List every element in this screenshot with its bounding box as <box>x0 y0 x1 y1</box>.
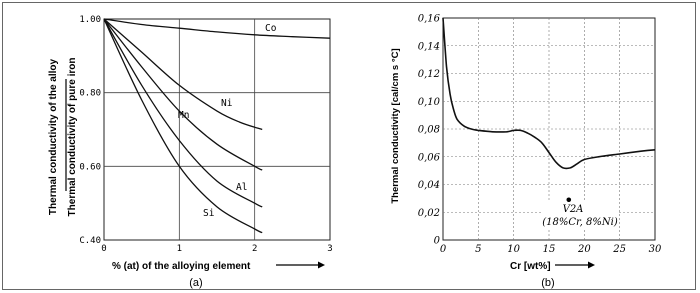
y-tick-label-a: 0.60 <box>79 162 101 173</box>
x-tick-label-a: 1 <box>176 244 183 254</box>
chart-b <box>390 14 662 290</box>
x-tick-label-b: 20 <box>577 244 591 255</box>
x-tick-label-b: 0 <box>439 244 447 255</box>
y-tick-label-a: 0.80 <box>79 88 101 99</box>
series-group-b <box>443 18 655 168</box>
x-tick-label-a: 3 <box>327 244 333 254</box>
x-tick-label-b: 30 <box>648 244 662 255</box>
panel-label-b: (b) <box>541 277 555 289</box>
x-tick-label-b: 25 <box>613 244 627 255</box>
y-tick-label-a: C.40 <box>79 236 101 246</box>
chart-a <box>48 15 333 289</box>
x-tick-label-a: 0 <box>101 244 107 254</box>
x-axis-arrow-head-b <box>588 262 595 269</box>
y-tick-label-a: 1.00 <box>79 15 101 25</box>
y-axis-title-line-2: Thermal conductivity of pure iron <box>67 57 78 217</box>
y-tick-label-b: 0 <box>433 235 440 247</box>
x-tick-label-b: 10 <box>507 244 521 255</box>
annotation-label: V2A <box>562 204 584 215</box>
series-line-mn <box>104 19 262 170</box>
series-group-a <box>104 19 330 233</box>
y-tick-label-b: 0,16 <box>417 13 440 25</box>
series-line-co <box>104 19 330 38</box>
y-tick-label-b: 0,10 <box>417 96 440 108</box>
y-tick-label-b: 0,06 <box>417 152 440 164</box>
y-tick-label-b: 0,02 <box>417 207 440 219</box>
tick-labels-b <box>418 14 662 256</box>
annotation-sublabel: (18%Cr, 8%Ni) <box>542 217 618 228</box>
series-line-cr <box>443 18 655 168</box>
x-tick-label-b: 5 <box>475 244 482 255</box>
x-tick-label-a: 2 <box>251 244 258 254</box>
series-labels-a <box>178 23 277 219</box>
y-tick-label-b: 0,12 <box>417 69 440 80</box>
y-axis-title-line-1: Thermal conductivity of the alloy <box>48 58 59 216</box>
series-label-ni: Ni <box>221 98 233 109</box>
series-label-mn: Mn <box>178 110 190 121</box>
y-tick-label-b: 0,08 <box>417 124 440 136</box>
series-label-al: Al <box>236 182 248 193</box>
y-tick-label-b: 0,04 <box>417 180 440 191</box>
series-label-co: Co <box>265 23 277 34</box>
x-tick-label-b: 15 <box>542 244 556 255</box>
series-label-si: Si <box>203 208 215 219</box>
y-axis-title-b: Thermal conductivity [cal/cm s °C] <box>390 48 401 204</box>
panel-label-a: (a) <box>189 277 203 289</box>
x-axis-arrow-head-a <box>318 262 325 269</box>
v2a-point-marker <box>566 197 571 202</box>
x-axis-title-b: Cr [wt%] <box>510 261 551 272</box>
y-tick-label-b: 0,14 <box>417 41 440 53</box>
series-line-si <box>104 19 262 233</box>
x-axis-title-a: % (at) of the alloying element <box>112 261 251 272</box>
